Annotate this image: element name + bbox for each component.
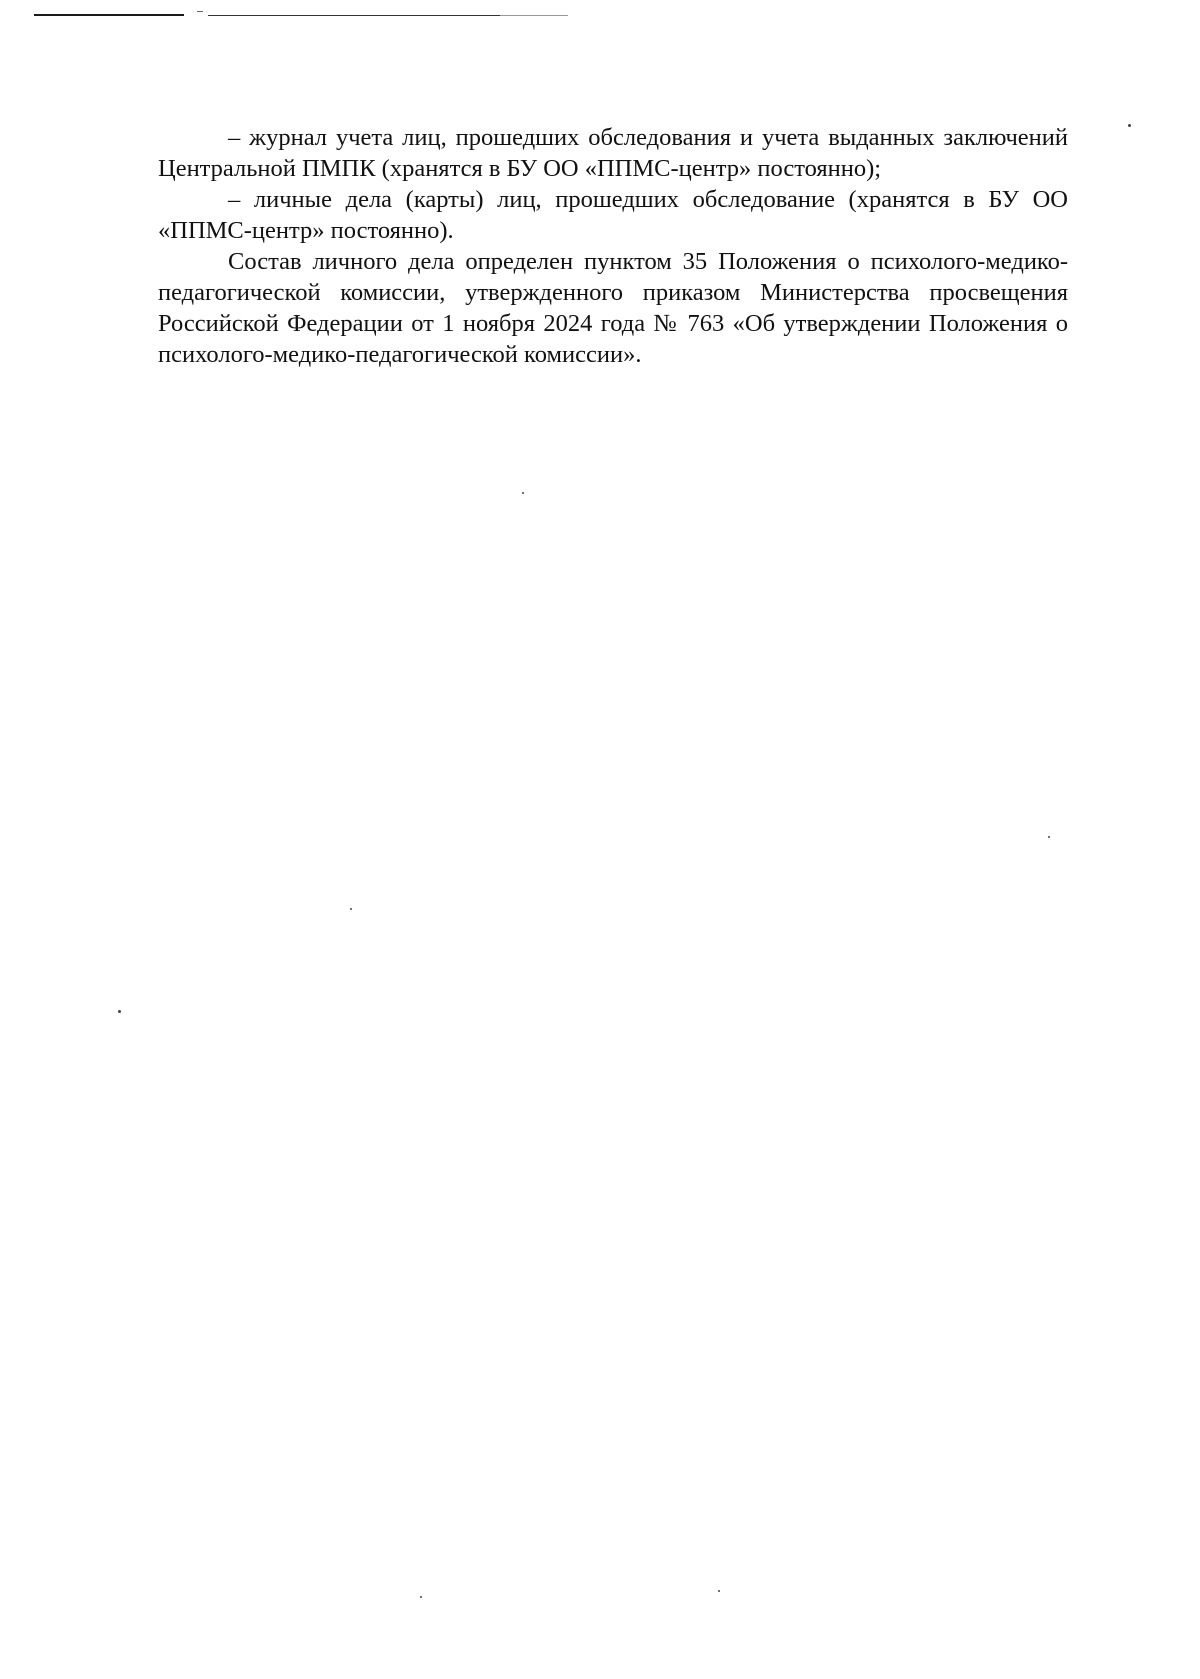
scan-speck — [118, 1010, 121, 1013]
scan-speck — [718, 1590, 720, 1592]
scan-speck — [350, 908, 352, 910]
scan-speck — [1048, 836, 1050, 838]
scan-rule-line — [500, 15, 568, 16]
paragraph-composition: Состав личного дела определен пунктом 35 Положения о психолого-медико-педагогической комиссии, утвержденного приказом Министерства просвещения Российской Федерации от 1 ноября 2024 года № 763 «Об утверждении Положения о психолого-медико-педагогической комиссии». — [158, 248, 1068, 368]
scan-speck — [420, 1596, 422, 1598]
scan-speck — [1128, 124, 1131, 127]
paragraph-journal: – журнал учета лиц, прошедших обследования и учета выданных заключений Центральной ПМПК (хранятся в БУ ОО «ППМС-центр» постоянно); — [158, 124, 1068, 182]
scan-mark — [197, 11, 203, 12]
document-body — [158, 122, 1068, 370]
scan-speck — [522, 492, 524, 494]
paragraph-personal-files: – личные дела (карты) лиц, прошедших обследование (хранятся в БУ ОО «ППМС-центр» постоянно). — [158, 186, 1068, 244]
scan-rule-line — [34, 14, 184, 16]
